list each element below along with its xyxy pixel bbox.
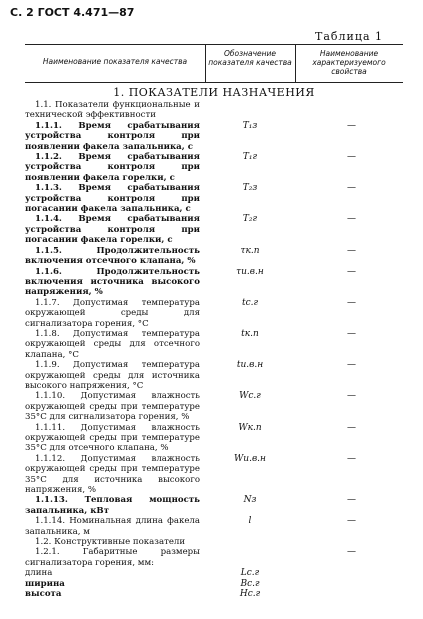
- indicator-name: 1.1. Показатели функциональные и технической эффективности: [25, 100, 200, 121]
- property-value: —: [347, 516, 356, 527]
- indicator-symbol: Lс.г: [240, 568, 260, 579]
- column-header-symbol: Обозначение показателя качества: [208, 49, 292, 67]
- column-header-name: Наименование показателя качества: [42, 57, 188, 66]
- indicator-name: ширина: [25, 578, 65, 589]
- property-value: —: [347, 453, 356, 464]
- indicator-name: 1.1.10. Допустимая влажность окружающей среды при температуре 35°С для сигнализатора горения, %: [25, 391, 200, 423]
- indicator-name: 1.1.8. Допустимая температура окружающей среды для отсечного клапана, °С: [25, 328, 200, 360]
- table-row: [25, 516, 403, 537]
- indicator-name: 1.2. Конструктивные показатели: [35, 537, 186, 548]
- indicator-symbol: Hс.г: [239, 589, 261, 600]
- table-row: [25, 579, 403, 589]
- indicator-name: 1.2.1. Габаритные размеры сигнализатора горения, мм:: [25, 547, 200, 568]
- property-value: —: [347, 391, 356, 402]
- table-row: [25, 589, 403, 599]
- indicator-name: 1.1.9. Допустимая температура окружающей среды для источника высокого напряжения, °С: [25, 360, 200, 391]
- table-row: [25, 298, 403, 329]
- indicator-symbol: T₁з: [242, 120, 258, 131]
- indicator-symbol: tс.г: [241, 297, 259, 308]
- indicator-name: 1.1.11. Допустимая влажность окружающей среды при температуре 35°С для отсечного клапана, %: [25, 422, 200, 454]
- property-value: —: [347, 266, 356, 277]
- indicator-name: 1.1.6. Продолжительность включения источника высокого напряжения, %: [25, 266, 200, 298]
- indicator-symbol: T₂з: [242, 183, 258, 194]
- table-row: [25, 100, 403, 121]
- property-value: —: [347, 495, 356, 506]
- table-row: [25, 391, 403, 422]
- indicator-symbol: tи.в.н: [236, 360, 264, 371]
- table-row: [25, 246, 403, 267]
- section-title: 1. ПОКАЗАТЕЛИ НАЗНАЧЕНИЯ: [113, 86, 315, 99]
- property-value: —: [347, 422, 356, 433]
- table-body: [25, 100, 403, 600]
- indicator-symbol: Wс.г: [239, 391, 261, 402]
- table-row: [25, 183, 403, 214]
- indicator-symbol: τи.в.н: [236, 266, 264, 277]
- table-row: [25, 152, 403, 183]
- property-value: —: [347, 152, 356, 163]
- indicator-symbol: tк.п: [241, 328, 259, 339]
- property-value: —: [347, 547, 356, 558]
- indicator-symbol: τк.п: [240, 245, 260, 256]
- table-row: [25, 537, 403, 547]
- indicator-symbol: Wк.п: [238, 422, 262, 433]
- indicator-name: 1.1.7. Допустимая температура окружающей среды для сигнализатора горения, °С: [25, 297, 200, 329]
- indicator-name: 1.1.14. Номинальная длина факела запальника, м: [25, 516, 200, 537]
- table-label: Таблица 1: [315, 30, 383, 43]
- property-value: —: [347, 360, 356, 371]
- page-reference: С. 2 ГОСТ 4.471—87: [10, 6, 135, 19]
- property-value: —: [347, 120, 356, 131]
- table-row: [25, 121, 403, 152]
- table-row: [25, 360, 403, 391]
- property-value: —: [347, 214, 356, 225]
- property-value: —: [347, 183, 356, 194]
- indicator-name: 1.1.3. Время срабатывания устройства контроля при погасании факела запальника, с: [25, 183, 200, 215]
- table-row: [25, 214, 403, 245]
- indicator-symbol: T₁г: [242, 152, 258, 163]
- indicator-name: 1.1.2. Время срабатывания устройства контроля при появлении факела горелки, с: [25, 152, 200, 183]
- indicator-name: 1.1.4. Время срабатывания устройства контроля при погасании факела горелки, с: [25, 214, 200, 246]
- indicator-name: высота: [25, 589, 62, 600]
- indicator-name: 1.1.12. Допустимая влажность окружающей среды при температуре 35°С для источника высокого напряжения, %: [25, 453, 200, 496]
- indicator-name: длина: [25, 568, 53, 579]
- indicator-name: 1.1.5. Продолжительность включения отсечного клапана, %: [25, 245, 200, 267]
- property-value: —: [347, 297, 356, 308]
- table-row: [25, 568, 403, 578]
- indicator-name: 1.1.13. Тепловая мощность запальника, кВт: [25, 495, 200, 516]
- column-header-property: Наименование характеризуемого свойства: [312, 49, 386, 76]
- indicator-name: 1.1.1. Время срабатывания устройства контроля при появлении факела запальника, с: [25, 120, 200, 152]
- table-row: [25, 495, 403, 516]
- indicator-symbol: Wи.в.н: [234, 453, 266, 464]
- indicator-symbol: Nз: [243, 495, 257, 506]
- table-row: [25, 547, 403, 568]
- property-value: —: [347, 328, 356, 339]
- table-header: [25, 44, 403, 83]
- table-row: [25, 454, 403, 496]
- table-row: [25, 267, 403, 298]
- indicator-symbol: Bс.г: [240, 578, 260, 589]
- indicator-symbol: T₂г: [242, 214, 258, 225]
- table-row: [25, 329, 403, 360]
- table-row: [25, 423, 403, 454]
- property-value: —: [347, 245, 356, 256]
- indicator-symbol: l: [248, 516, 252, 527]
